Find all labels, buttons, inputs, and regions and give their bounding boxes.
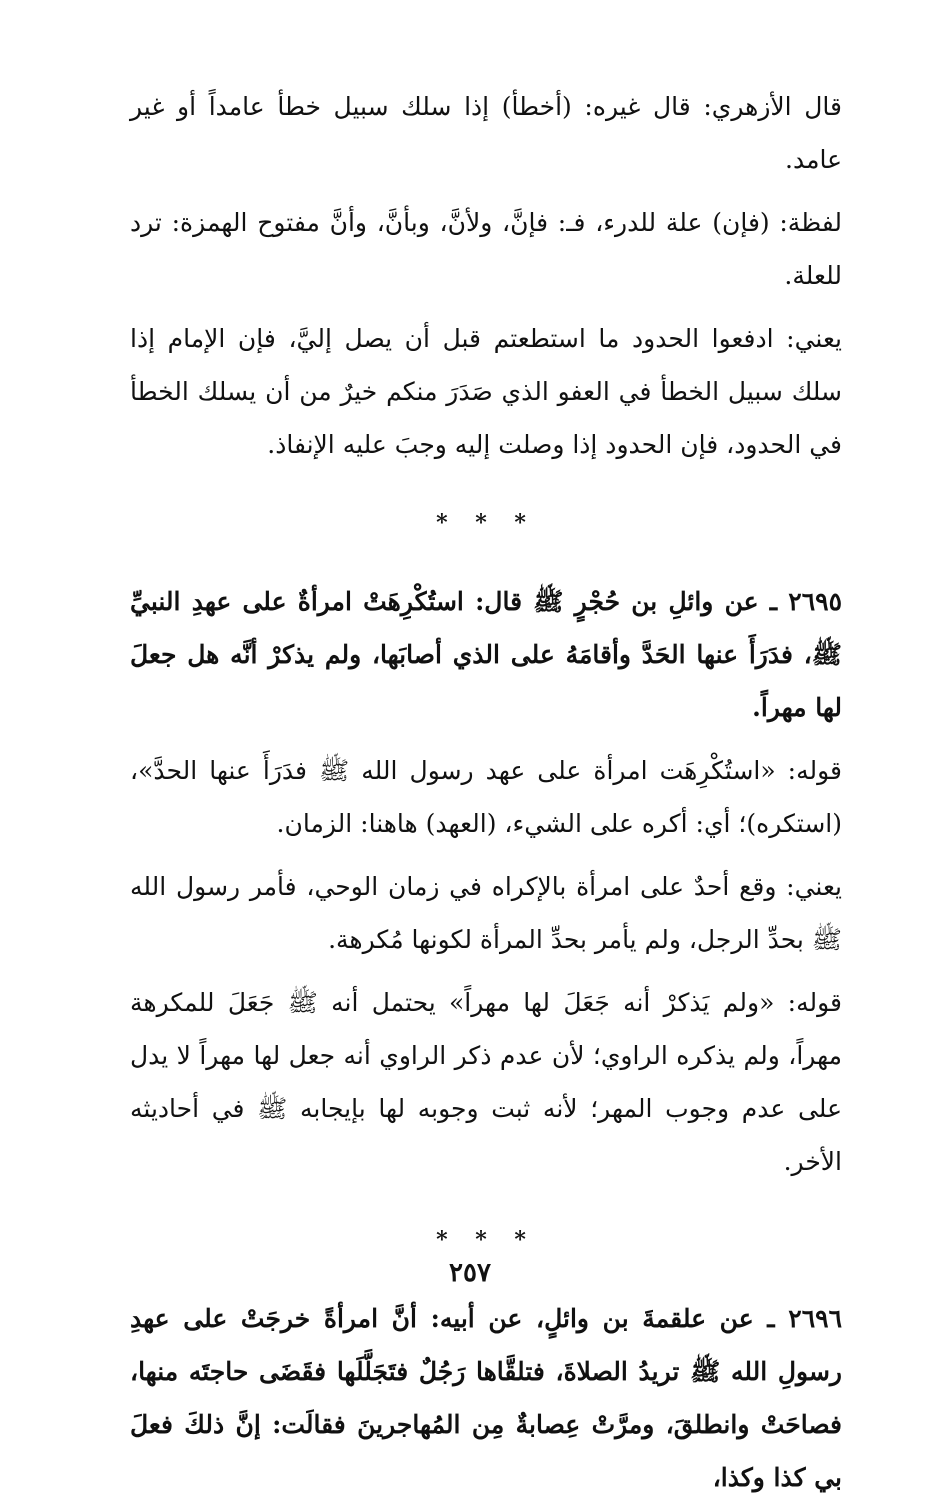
paragraph-azhari: قال الأزهري: قال غيره: (أخطأ) إذا سلك سبيل خطأ عامداً أو غير عامد. xyxy=(130,92,842,174)
page-number: ٢٥٧ xyxy=(449,1258,491,1288)
section-separator: * * * xyxy=(436,510,536,536)
commentary-istukrihat: قوله: «استُكْرِهَت امرأة على عهد رسول الله ﷺ فدَرَأَ عنها الحدَّ»، (استكره)؛ أي: أكره على الشيء، (العهد) هاهنا: الزمان. xyxy=(130,756,842,838)
paragraph-yani-hudud: يعني: ادفعوا الحدود ما استطعتم قبل أن يصل إليَّ، فإن الإمام إذا سلك سبيل الخطأ في العفو الذي صَدَرَ منكم خيرٌ من أن يسلك الخطأ في الحدود، فإن الحدود إذا وصلت إليه وجبَ عليه الإنفاذ. xyxy=(130,324,842,459)
commentary-yani-waqaa: يعني: وقع أحدٌ على امرأة بالإكراه في زمان الوحي، فأمر رسول الله ﷺ بحدِّ الرجل، ولم يأمر بحدِّ المرأة لكونها مُكرهة. xyxy=(130,872,842,954)
section-separator: * * * xyxy=(436,1227,536,1253)
hadith-2696: ٢٦٩٦ ـ عن علقمةَ بن وائلٍ، عن أبيه: أنَّ امرأةً خرجَتْ على عهدِ رسولِ الله ﷺ تريدُ الصلاةَ، فتلقَّاها رَجُلٌ فتَجَلَّلَها فقَضَى حاجتَه منها، فصاحَتْ وانطلقَ، ومرَّتْ عِصابةٌ مِن المُهاجرينَ فقالَت: إنَّ ذلكَ فعلَ بي كذا وكذا، xyxy=(130,1304,842,1492)
page-body xyxy=(130,80,842,1504)
commentary-mahr: قوله: «ولم يَذكرْ أنه جَعَلَ لها مهراً» يحتمل أنه ﷺ جَعَلَ للمكرهة مهراً، ولم يذكره الراوي؛ لأن عدم ذكر الراوي أنه جعل لها مهراً لا يدل على عدم وجوب المهر؛ لأنه ثبت وجوبه لها بإيجابه ﷺ في أحاديثه الأخر. xyxy=(130,988,842,1176)
paragraph-fa-inna: لفظة: (فإن) علة للدرء، فـ: فإنَّ، ولأنَّ، وبأنَّ، وأنَّ مفتوح الهمزة: ترد للعلة. xyxy=(130,208,842,290)
hadith-2695: ٢٦٩٥ ـ عن وائلِ بن حُجْرٍ ﷺ قال: استُكْرِهَتْ امرأةٌ على عهدِ النبيِّ ﷺ، فدَرَأَ عنها الحَدَّ وأقامَهُ على الذي أصابَها، ولم يذكرْ أنَّه هل جعلَ لها مهراً. xyxy=(130,587,842,722)
